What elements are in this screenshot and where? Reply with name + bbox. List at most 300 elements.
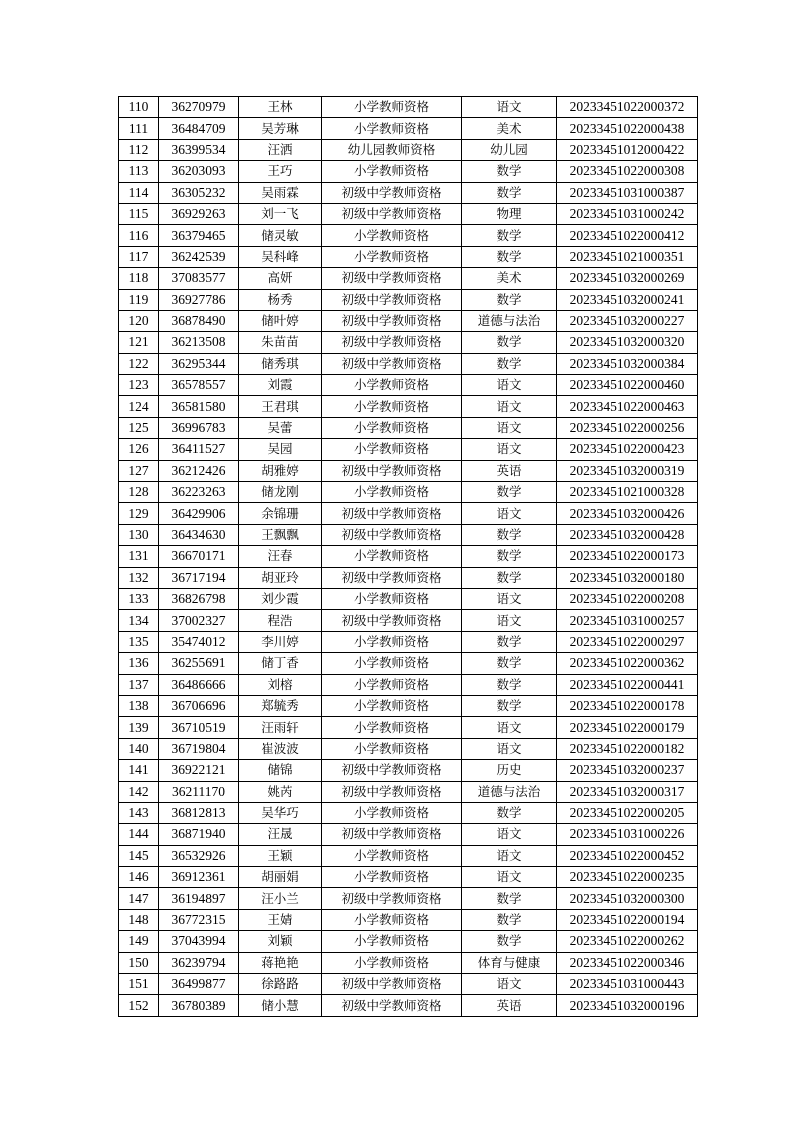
certificate-number-cell: 20233451032000428	[557, 524, 698, 545]
row-number-cell: 135	[119, 631, 159, 652]
subject-cell: 道德与法治	[462, 310, 557, 331]
exam-number-cell: 36486666	[159, 674, 239, 695]
name-cell: 姚芮	[239, 781, 322, 802]
row-number-cell: 147	[119, 888, 159, 909]
certificate-type-cell: 小学教师资格	[322, 546, 462, 567]
certificate-type-cell: 小学教师资格	[322, 674, 462, 695]
certificate-number-cell: 20233451031000387	[557, 182, 698, 203]
certificate-number-cell: 20233451032000241	[557, 289, 698, 310]
certificate-number-cell: 20233451022000452	[557, 845, 698, 866]
certificate-type-cell: 初级中学教师资格	[322, 203, 462, 224]
certificate-type-cell: 小学教师资格	[322, 931, 462, 952]
exam-number-cell: 36484709	[159, 118, 239, 139]
exam-number-cell: 36996783	[159, 417, 239, 438]
name-cell: 王颖	[239, 845, 322, 866]
name-cell: 刘颖	[239, 931, 322, 952]
name-cell: 汪雨轩	[239, 717, 322, 738]
subject-cell: 体育与健康	[462, 952, 557, 973]
exam-number-cell: 36295344	[159, 353, 239, 374]
table-row	[119, 439, 698, 460]
certificate-number-cell: 20233451032000384	[557, 353, 698, 374]
subject-cell: 语文	[462, 417, 557, 438]
certificate-number-cell: 20233451021000351	[557, 246, 698, 267]
exam-number-cell: 36578557	[159, 375, 239, 396]
name-cell: 储龙刚	[239, 482, 322, 503]
certificate-number-cell: 20233451032000180	[557, 567, 698, 588]
table-row	[119, 888, 698, 909]
certificate-number-cell: 20233451022000205	[557, 802, 698, 823]
exam-number-cell: 36581580	[159, 396, 239, 417]
certificate-number-cell: 20233451032000320	[557, 332, 698, 353]
row-number-cell: 121	[119, 332, 159, 353]
subject-cell: 语文	[462, 845, 557, 866]
subject-cell: 语文	[462, 97, 557, 118]
exam-number-cell: 36255691	[159, 653, 239, 674]
subject-cell: 数学	[462, 482, 557, 503]
row-number-cell: 129	[119, 503, 159, 524]
certificate-number-cell: 20233451022000256	[557, 417, 698, 438]
exam-number-cell: 36717194	[159, 567, 239, 588]
certificate-number-cell: 20233451032000227	[557, 310, 698, 331]
row-number-cell: 123	[119, 375, 159, 396]
table-row	[119, 417, 698, 438]
subject-cell: 数学	[462, 332, 557, 353]
exam-number-cell: 36429906	[159, 503, 239, 524]
subject-cell: 数学	[462, 567, 557, 588]
name-cell: 杨秀	[239, 289, 322, 310]
table-row	[119, 760, 698, 781]
exam-number-cell: 36929263	[159, 203, 239, 224]
table-row	[119, 310, 698, 331]
certificate-type-cell: 小学教师资格	[322, 695, 462, 716]
row-number-cell: 144	[119, 824, 159, 845]
exam-number-cell: 36706696	[159, 695, 239, 716]
name-cell: 王君琪	[239, 396, 322, 417]
certificate-type-cell: 初级中学教师资格	[322, 289, 462, 310]
subject-cell: 幼儿园	[462, 139, 557, 160]
table-row	[119, 460, 698, 481]
subject-cell: 语文	[462, 824, 557, 845]
table-row	[119, 717, 698, 738]
exam-number-cell: 36203093	[159, 161, 239, 182]
certificate-type-cell: 初级中学教师资格	[322, 268, 462, 289]
row-number-cell: 134	[119, 610, 159, 631]
name-cell: 吴科峰	[239, 246, 322, 267]
certificate-number-cell: 20233451022000194	[557, 909, 698, 930]
subject-cell: 语文	[462, 375, 557, 396]
table-row	[119, 482, 698, 503]
subject-cell: 数学	[462, 802, 557, 823]
subject-cell: 语文	[462, 867, 557, 888]
certificate-type-cell: 初级中学教师资格	[322, 503, 462, 524]
certificate-number-cell: 20233451022000179	[557, 717, 698, 738]
row-number-cell: 141	[119, 760, 159, 781]
name-cell: 徐路路	[239, 974, 322, 995]
subject-cell: 数学	[462, 246, 557, 267]
exam-number-cell: 36434630	[159, 524, 239, 545]
row-number-cell: 136	[119, 653, 159, 674]
name-cell: 王林	[239, 97, 322, 118]
subject-cell: 数学	[462, 695, 557, 716]
certificate-type-cell: 初级中学教师资格	[322, 332, 462, 353]
certificate-number-cell: 20233451022000463	[557, 396, 698, 417]
name-cell: 储小慧	[239, 995, 322, 1016]
certificate-number-cell: 20233451032000319	[557, 460, 698, 481]
name-cell: 高妍	[239, 268, 322, 289]
name-cell: 储叶婷	[239, 310, 322, 331]
name-cell: 程浩	[239, 610, 322, 631]
table-row	[119, 909, 698, 930]
certificate-type-cell: 小学教师资格	[322, 845, 462, 866]
name-cell: 胡雅婷	[239, 460, 322, 481]
table-row	[119, 118, 698, 139]
certificate-number-cell: 20233451031000226	[557, 824, 698, 845]
subject-cell: 数学	[462, 888, 557, 909]
exam-number-cell: 36927786	[159, 289, 239, 310]
certificate-type-cell: 初级中学教师资格	[322, 995, 462, 1016]
certificate-number-cell: 20233451022000362	[557, 653, 698, 674]
name-cell: 刘霞	[239, 375, 322, 396]
exam-number-cell: 37083577	[159, 268, 239, 289]
certificate-type-cell: 小学教师资格	[322, 439, 462, 460]
row-number-cell: 143	[119, 802, 159, 823]
subject-cell: 语文	[462, 717, 557, 738]
exam-number-cell: 36871940	[159, 824, 239, 845]
row-number-cell: 148	[119, 909, 159, 930]
certificate-number-cell: 20233451031000257	[557, 610, 698, 631]
row-number-cell: 131	[119, 546, 159, 567]
name-cell: 储锦	[239, 760, 322, 781]
certificate-type-cell: 小学教师资格	[322, 118, 462, 139]
subject-cell: 语文	[462, 396, 557, 417]
exam-number-cell: 36878490	[159, 310, 239, 331]
row-number-cell: 137	[119, 674, 159, 695]
exam-number-cell: 35474012	[159, 631, 239, 652]
certificate-type-cell: 初级中学教师资格	[322, 974, 462, 995]
certificate-type-cell: 小学教师资格	[322, 417, 462, 438]
row-number-cell: 120	[119, 310, 159, 331]
certificate-number-cell: 20233451021000328	[557, 482, 698, 503]
row-number-cell: 110	[119, 97, 159, 118]
exam-number-cell: 36710519	[159, 717, 239, 738]
table-row	[119, 161, 698, 182]
name-cell: 朱苗苗	[239, 332, 322, 353]
table-row	[119, 524, 698, 545]
certificate-type-cell: 小学教师资格	[322, 588, 462, 609]
subject-cell: 数学	[462, 524, 557, 545]
certificate-number-cell: 20233451031000443	[557, 974, 698, 995]
subject-cell: 数学	[462, 546, 557, 567]
table-row	[119, 974, 698, 995]
exam-number-cell: 36194897	[159, 888, 239, 909]
exam-number-cell: 36411527	[159, 439, 239, 460]
table-row	[119, 824, 698, 845]
table-row	[119, 931, 698, 952]
certificate-type-cell: 初级中学教师资格	[322, 460, 462, 481]
certificate-number-cell: 20233451022000412	[557, 225, 698, 246]
certificate-type-cell: 小学教师资格	[322, 631, 462, 652]
certificate-type-cell: 初级中学教师资格	[322, 182, 462, 203]
row-number-cell: 118	[119, 268, 159, 289]
name-cell: 王飘飘	[239, 524, 322, 545]
subject-cell: 数学	[462, 931, 557, 952]
row-number-cell: 116	[119, 225, 159, 246]
name-cell: 胡丽娟	[239, 867, 322, 888]
certificate-type-cell: 小学教师资格	[322, 952, 462, 973]
table-row	[119, 952, 698, 973]
subject-cell: 语文	[462, 503, 557, 524]
subject-cell: 数学	[462, 225, 557, 246]
exam-number-cell: 36812813	[159, 802, 239, 823]
certificate-type-cell: 初级中学教师资格	[322, 310, 462, 331]
subject-cell: 美术	[462, 268, 557, 289]
certificate-number-cell: 20233451022000178	[557, 695, 698, 716]
exam-number-cell: 36239794	[159, 952, 239, 973]
row-number-cell: 117	[119, 246, 159, 267]
exam-number-cell: 36912361	[159, 867, 239, 888]
certificate-type-cell: 幼儿园教师资格	[322, 139, 462, 160]
subject-cell: 历史	[462, 760, 557, 781]
table-row	[119, 289, 698, 310]
certificate-type-cell: 小学教师资格	[322, 738, 462, 759]
table-row	[119, 139, 698, 160]
certificate-type-cell: 小学教师资格	[322, 246, 462, 267]
name-cell: 蒋艳艳	[239, 952, 322, 973]
certificate-type-cell: 小学教师资格	[322, 97, 462, 118]
table-row	[119, 845, 698, 866]
row-number-cell: 122	[119, 353, 159, 374]
table-row	[119, 375, 698, 396]
certificate-type-cell: 小学教师资格	[322, 161, 462, 182]
certificate-number-cell: 20233451022000173	[557, 546, 698, 567]
exam-number-cell: 36399534	[159, 139, 239, 160]
table-row	[119, 588, 698, 609]
certificate-number-cell: 20233451031000242	[557, 203, 698, 224]
row-number-cell: 142	[119, 781, 159, 802]
table-row	[119, 203, 698, 224]
row-number-cell: 139	[119, 717, 159, 738]
row-number-cell: 115	[119, 203, 159, 224]
name-cell: 吴雨霖	[239, 182, 322, 203]
certificate-number-cell: 20233451022000235	[557, 867, 698, 888]
certificate-number-cell: 20233451012000422	[557, 139, 698, 160]
subject-cell: 数学	[462, 182, 557, 203]
certificate-type-cell: 初级中学教师资格	[322, 760, 462, 781]
certificate-type-cell: 小学教师资格	[322, 653, 462, 674]
row-number-cell: 152	[119, 995, 159, 1016]
name-cell: 吴蕾	[239, 417, 322, 438]
subject-cell: 语文	[462, 588, 557, 609]
certificate-roster-table	[118, 96, 698, 1017]
row-number-cell: 140	[119, 738, 159, 759]
table-row	[119, 610, 698, 631]
name-cell: 胡亚玲	[239, 567, 322, 588]
subject-cell: 数学	[462, 631, 557, 652]
table-row	[119, 353, 698, 374]
row-number-cell: 128	[119, 482, 159, 503]
certificate-number-cell: 20233451022000308	[557, 161, 698, 182]
subject-cell: 数学	[462, 161, 557, 182]
exam-number-cell: 36922121	[159, 760, 239, 781]
name-cell: 汪小兰	[239, 888, 322, 909]
name-cell: 郑毓秀	[239, 695, 322, 716]
exam-number-cell: 36379465	[159, 225, 239, 246]
exam-number-cell: 36211170	[159, 781, 239, 802]
certificate-type-cell: 小学教师资格	[322, 717, 462, 738]
row-number-cell: 132	[119, 567, 159, 588]
row-number-cell: 138	[119, 695, 159, 716]
exam-number-cell: 36670171	[159, 546, 239, 567]
certificate-type-cell: 初级中学教师资格	[322, 888, 462, 909]
row-number-cell: 149	[119, 931, 159, 952]
table-row	[119, 674, 698, 695]
certificate-number-cell: 20233451022000441	[557, 674, 698, 695]
table-row	[119, 546, 698, 567]
certificate-number-cell: 20233451032000300	[557, 888, 698, 909]
exam-number-cell: 36780389	[159, 995, 239, 1016]
subject-cell: 英语	[462, 460, 557, 481]
name-cell: 储丁香	[239, 653, 322, 674]
certificate-number-cell: 20233451022000182	[557, 738, 698, 759]
subject-cell: 语文	[462, 738, 557, 759]
row-number-cell: 125	[119, 417, 159, 438]
name-cell: 汪春	[239, 546, 322, 567]
name-cell: 崔波波	[239, 738, 322, 759]
certificate-number-cell: 20233451022000438	[557, 118, 698, 139]
table-row	[119, 738, 698, 759]
table-row	[119, 268, 698, 289]
certificate-type-cell: 小学教师资格	[322, 482, 462, 503]
row-number-cell: 127	[119, 460, 159, 481]
certificate-number-cell: 20233451032000269	[557, 268, 698, 289]
certificate-number-cell: 20233451022000423	[557, 439, 698, 460]
table-row	[119, 332, 698, 353]
table-row	[119, 653, 698, 674]
certificate-type-cell: 初级中学教师资格	[322, 610, 462, 631]
certificate-type-cell: 小学教师资格	[322, 375, 462, 396]
table-row	[119, 567, 698, 588]
subject-cell: 数学	[462, 909, 557, 930]
name-cell: 刘一飞	[239, 203, 322, 224]
name-cell: 吴华巧	[239, 802, 322, 823]
certificate-type-cell: 小学教师资格	[322, 909, 462, 930]
name-cell: 李川婷	[239, 631, 322, 652]
name-cell: 汪洒	[239, 139, 322, 160]
table-row	[119, 97, 698, 118]
table-row	[119, 802, 698, 823]
certificate-type-cell: 小学教师资格	[322, 867, 462, 888]
subject-cell: 数学	[462, 289, 557, 310]
certificate-type-cell: 小学教师资格	[322, 396, 462, 417]
table-row	[119, 396, 698, 417]
table-row	[119, 182, 698, 203]
certificate-number-cell: 20233451022000262	[557, 931, 698, 952]
subject-cell: 数学	[462, 653, 557, 674]
name-cell: 刘少霞	[239, 588, 322, 609]
exam-number-cell: 36242539	[159, 246, 239, 267]
row-number-cell: 146	[119, 867, 159, 888]
certificate-number-cell: 20233451022000346	[557, 952, 698, 973]
row-number-cell: 114	[119, 182, 159, 203]
table-row	[119, 503, 698, 524]
subject-cell: 语文	[462, 974, 557, 995]
row-number-cell: 150	[119, 952, 159, 973]
exam-number-cell: 36212426	[159, 460, 239, 481]
table-row	[119, 631, 698, 652]
name-cell: 汪晟	[239, 824, 322, 845]
row-number-cell: 126	[119, 439, 159, 460]
row-number-cell: 151	[119, 974, 159, 995]
name-cell: 王巧	[239, 161, 322, 182]
subject-cell: 数学	[462, 353, 557, 374]
certificate-number-cell: 20233451032000317	[557, 781, 698, 802]
exam-number-cell: 36532926	[159, 845, 239, 866]
certificate-number-cell: 20233451032000196	[557, 995, 698, 1016]
exam-number-cell: 36270979	[159, 97, 239, 118]
name-cell: 储秀琪	[239, 353, 322, 374]
row-number-cell: 112	[119, 139, 159, 160]
certificate-number-cell: 20233451022000460	[557, 375, 698, 396]
certificate-number-cell: 20233451032000237	[557, 760, 698, 781]
row-number-cell: 119	[119, 289, 159, 310]
row-number-cell: 145	[119, 845, 159, 866]
roster-table-body	[119, 97, 698, 1017]
row-number-cell: 130	[119, 524, 159, 545]
table-row	[119, 695, 698, 716]
subject-cell: 美术	[462, 118, 557, 139]
row-number-cell: 113	[119, 161, 159, 182]
table-row	[119, 781, 698, 802]
certificate-type-cell: 初级中学教师资格	[322, 353, 462, 374]
table-row	[119, 225, 698, 246]
exam-number-cell: 36826798	[159, 588, 239, 609]
exam-number-cell: 36499877	[159, 974, 239, 995]
exam-number-cell: 37002327	[159, 610, 239, 631]
exam-number-cell: 36305232	[159, 182, 239, 203]
name-cell: 吴芳琳	[239, 118, 322, 139]
row-number-cell: 133	[119, 588, 159, 609]
certificate-number-cell: 20233451022000208	[557, 588, 698, 609]
row-number-cell: 111	[119, 118, 159, 139]
subject-cell: 物理	[462, 203, 557, 224]
row-number-cell: 124	[119, 396, 159, 417]
certificate-number-cell: 20233451022000297	[557, 631, 698, 652]
subject-cell: 数学	[462, 674, 557, 695]
certificate-number-cell: 20233451022000372	[557, 97, 698, 118]
certificate-number-cell: 20233451032000426	[557, 503, 698, 524]
certificate-type-cell: 初级中学教师资格	[322, 567, 462, 588]
exam-number-cell: 36213508	[159, 332, 239, 353]
name-cell: 刘榕	[239, 674, 322, 695]
subject-cell: 英语	[462, 995, 557, 1016]
table-row	[119, 867, 698, 888]
name-cell: 王婧	[239, 909, 322, 930]
name-cell: 吴园	[239, 439, 322, 460]
name-cell: 储灵敏	[239, 225, 322, 246]
certificate-type-cell: 初级中学教师资格	[322, 824, 462, 845]
table-row	[119, 246, 698, 267]
subject-cell: 道德与法治	[462, 781, 557, 802]
name-cell: 余锦珊	[239, 503, 322, 524]
exam-number-cell: 37043994	[159, 931, 239, 952]
exam-number-cell: 36772315	[159, 909, 239, 930]
certificate-type-cell: 小学教师资格	[322, 225, 462, 246]
subject-cell: 语文	[462, 439, 557, 460]
table-row	[119, 995, 698, 1016]
certificate-type-cell: 初级中学教师资格	[322, 524, 462, 545]
certificate-type-cell: 初级中学教师资格	[322, 781, 462, 802]
certificate-type-cell: 小学教师资格	[322, 802, 462, 823]
